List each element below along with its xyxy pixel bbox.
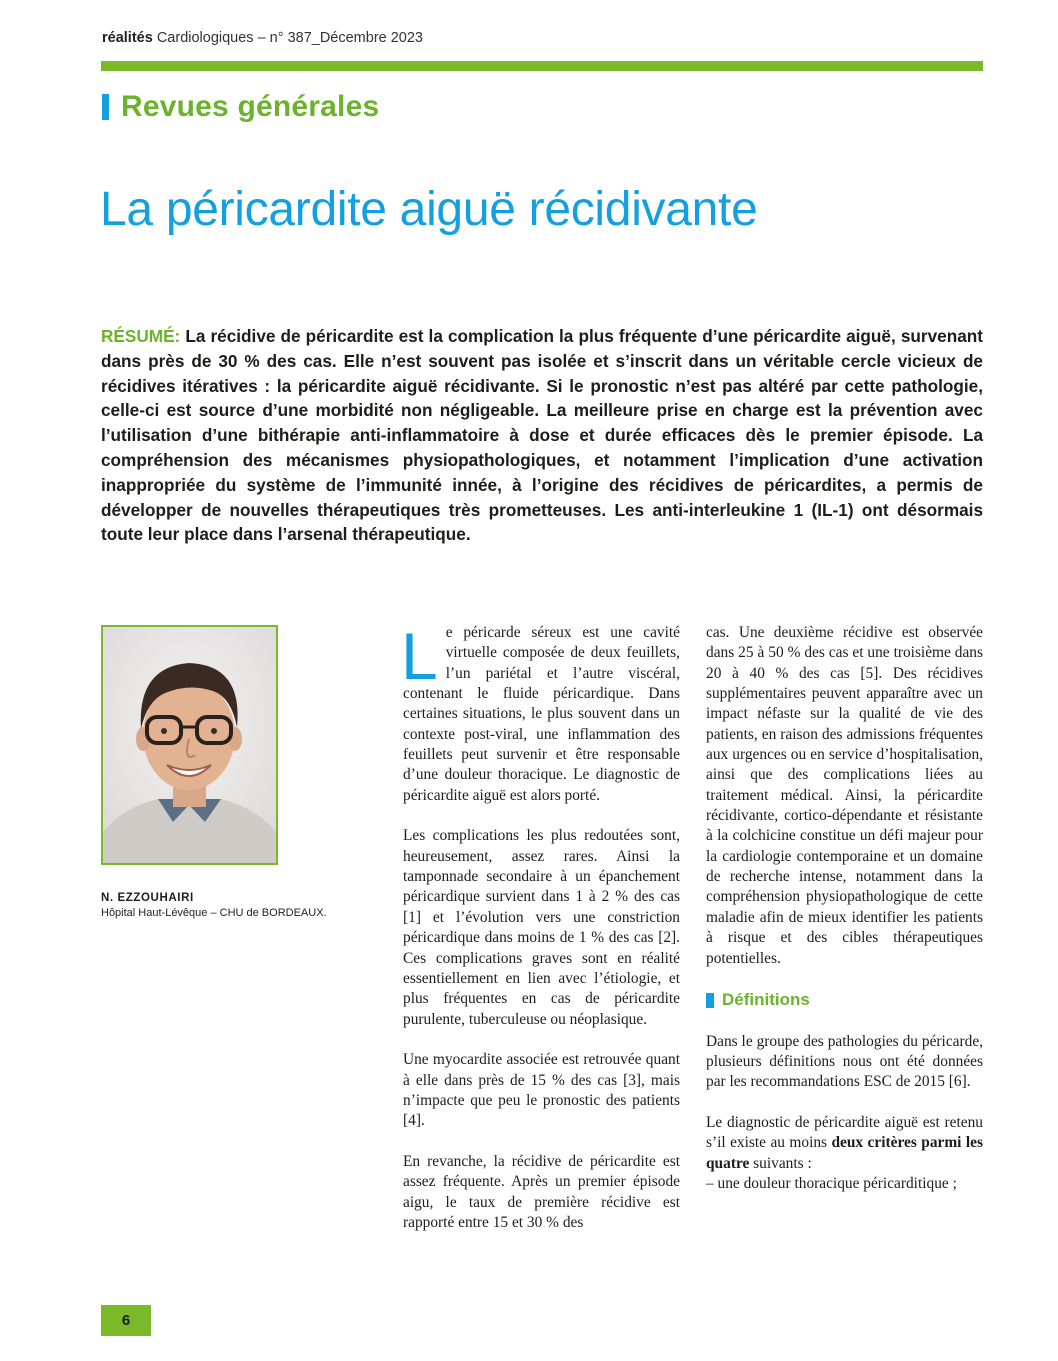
author-affiliation: Hôpital Haut-Lévêque – CHU de BORDEAUX.: [101, 907, 327, 919]
subheading-text: Définitions: [722, 990, 810, 1010]
paragraph-text: e péricarde séreux est une cavité virtuelle composée de deux feuillets, l’un pariétal et l’autre viscéral, contenant le fluide péricardique. Dans certaines situations, le plus souvent dans un contexte post-viral, une inflammation des feuillets peut survenir et être responsable d’une douleur thoracique. Le diagnostic de péricardite aiguë est alors porté.: [403, 624, 680, 804]
paragraph: En revanche, la récidive de péricardite est assez fréquente. Après un premier épisode aigu, le taux de première récidive est rapporté entre 15 et 30 % des: [403, 1152, 680, 1231]
body-column-1: [401, 619, 680, 1254]
paragraph: cas. Une deuxième récidive est observée dans 25 à 50 % des cas et une troisième dans 20 à 40 % des cas [5]. Des récidives supplémentaires peuvent apparaître avec un impact néfaste sur la qualité de vie des patients, en raison des admissions fréquentes aux urgences ou en service d’hospitalisation, ainsi que des complications liées au traitement médical. Ainsi, la péricardite récidivante, cortico-dépendante et résistante à la colchicine constitue un défi majeur pour la cardiologie contemporaine et un domaine de recherche intense, notamment dans la compréhension physiopathologique de cette maladie afin de mieux identifier les patients à risque et des cibles thérapeutiques potentielles.: [706, 624, 983, 967]
paragraph-text: Le diagnostic de péricardite aiguë est retenu s’il existe au moins: [706, 1113, 983, 1152]
author-portrait-icon: [103, 627, 276, 863]
article-title: La péricardite aiguë récidivante: [100, 183, 758, 236]
journal-name: réalités: [102, 30, 153, 46]
author-name: N. EZZOUHAIRI: [101, 892, 194, 904]
paragraph: Dans le groupe des pathologies du péricarde, plusieurs définitions nous ont été données par les recommandations ESC de 2015 [6].: [706, 1032, 983, 1091]
page-number: 6: [101, 1305, 151, 1336]
subheading: [706, 989, 983, 1011]
drop-cap: L: [401, 619, 438, 693]
issue-info: Cardiologiques – n° 387_Décembre 2023: [152, 30, 423, 46]
running-head: [102, 30, 423, 46]
author-photo: [101, 625, 278, 865]
paragraph-text: suivants :: [749, 1154, 812, 1172]
header-rule: [101, 61, 983, 71]
abstract-label: RÉSUMÉ:: [101, 326, 181, 346]
body-column-2: [706, 623, 983, 1215]
section-label: [102, 90, 379, 124]
list-item: – une douleur thoracique péricarditique ;: [706, 1174, 957, 1192]
section-label-text: Revues générales: [121, 90, 380, 123]
abstract-text: La récidive de péricardite est la complication la plus fréquente d’une péricardite aiguë, survenant dans près de 30 % des cas. Elle n’est souvent pas isolée et s’inscrit dans un véritable cercle vicieux de récidives itératives : la péricardite aiguë récidivante. Si le pronostic n’est pas altéré par cette pathologie, celle-ci est source d’une morbidité non négligeable. La meilleure prise en charge est la prévention avec l’utilisation d’une bithérapie anti-inflammatoire à dose et durée efficaces dès le premier épisode. La compréhension des mécanismes physiopathologiques, et notamment l’implication d’une activation inappropriée du système de l’immunité innée, à l’origine des récidives de péricardites, a permis de développer de nouvelles thérapeutiques très prometteuses. Les anti-interleukine 1 (IL-1) ont désormais toute leur place dans l’arsenal thérapeutique.: [101, 326, 983, 545]
emphasis: deux critères parmi les quatre: [706, 1134, 983, 1172]
paragraph: [706, 1113, 983, 1174]
paragraph: Une myocardite associée est retrouvée quant à elle dans près de 15 % des cas [3], mais n’impacte que peu le pronostic des patients [4].: [403, 1051, 680, 1130]
paragraph: Les complications les plus redoutées sont, heureusement, assez rares. Ainsi la tamponnade secondaire à un épanchement péricardique survient dans 1 à 2 % des cas [1] et l’évolution vers une constriction péricardique dans moins de 1 % des cas [2]. Ces complications graves sont en réalité essentiellement en lien avec l’étiologie, et plus fréquentes en cas de péricardite purulente, tuberculeuse ou néoplasique.: [403, 827, 680, 1028]
abstract: [101, 324, 983, 547]
section-marker: [102, 94, 109, 120]
paragraph: [401, 619, 680, 806]
subheading-marker: [706, 993, 714, 1008]
